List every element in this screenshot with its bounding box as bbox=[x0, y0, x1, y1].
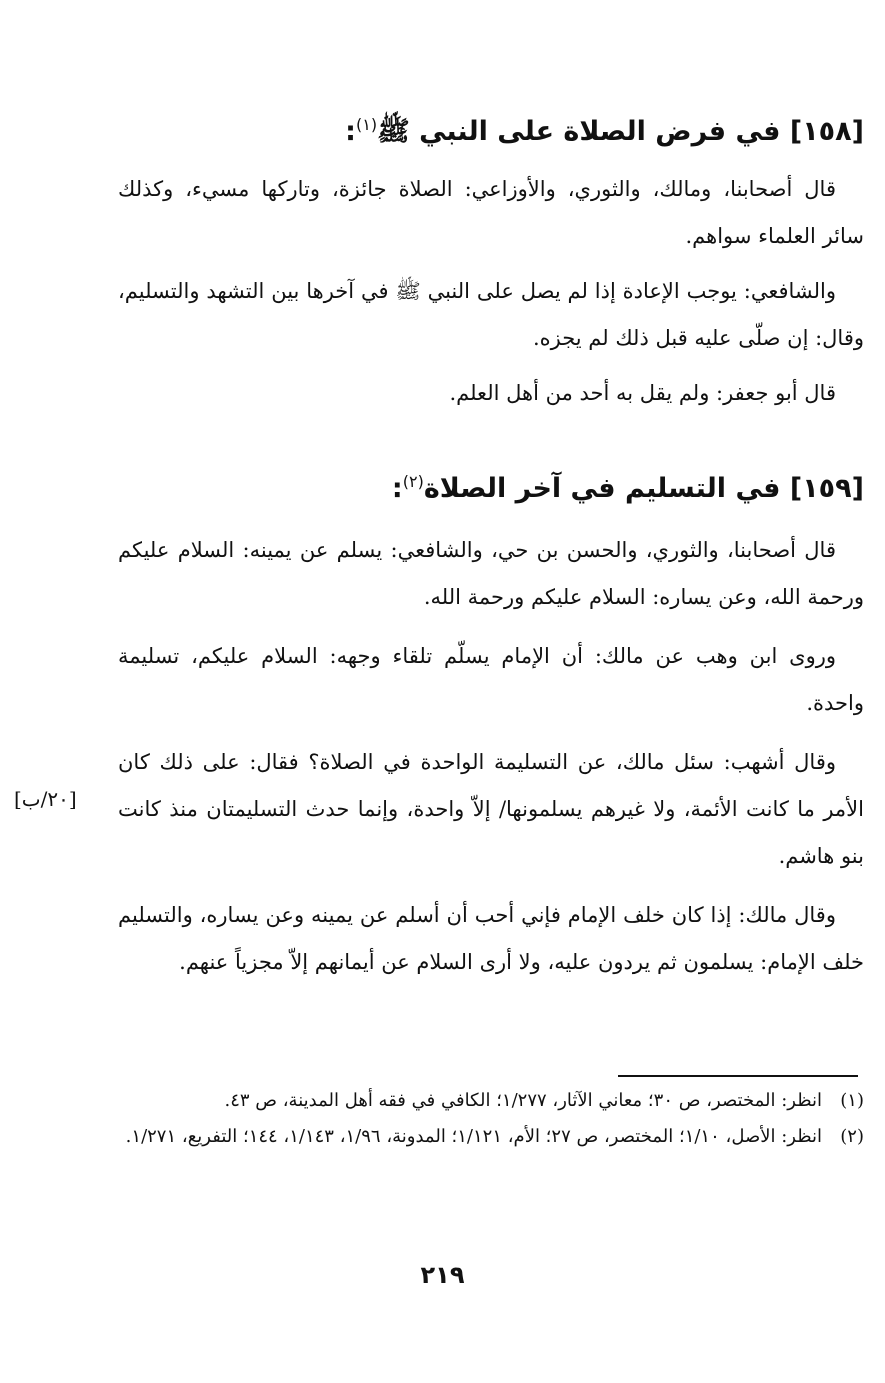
section-heading-159-text: [١٥٩] في التسليم في آخر الصلاة bbox=[423, 473, 864, 504]
paragraph-158-1: قال أصحابنا، ومالك، والثوري، والأوزاعي: الصلاة جائزة، وتاركها مسيء، وكذلك سائر العلماء سواهم. bbox=[118, 177, 864, 248]
section-heading-159 bbox=[118, 462, 864, 509]
paragraph-159-3: وقال أشهب: سئل مالك، عن التسليمة الواحدة في الصلاة؟ فقال: على ذلك كان الأمر ما كانت الأئمة، ولا غيرهم يسلمونها/ إلاّ واحدة، وإنما حدث التسليمتان منذ كانت بنو هاشم. bbox=[118, 750, 864, 868]
paragraph-158-3: قال أبو جعفر: ولم يقل به أحد من أهل العلم. bbox=[449, 381, 836, 405]
manuscript-folio-marker: [٢٠/ب] bbox=[14, 787, 77, 811]
footnote-1-text: انظر: المختصر، ص ٣٠؛ معاني الآثار، ١/٢٧٧؛ الكافي في فقه أهل المدينة، ص ٤٣. bbox=[224, 1090, 822, 1111]
footnote-1 bbox=[118, 1085, 864, 1117]
footnote-ref-1[interactable]: (١) bbox=[355, 115, 378, 134]
section-heading-158 bbox=[118, 105, 864, 152]
paragraph-159-1: قال أصحابنا، والثوري، والحسن بن حي، والشافعي: يسلم عن يمينه: السلام عليكم ورحمة الله، وعن يساره: السلام عليكم ورحمة الله. bbox=[118, 538, 864, 609]
paragraph-159-2: وروى ابن وهب عن مالك: أن الإمام يسلّم تلقاء وجهه: السلام عليكم، تسليمة واحدة. bbox=[118, 644, 864, 715]
footnote-1-number: (١) bbox=[840, 1090, 864, 1111]
page-number: ٢١٩ bbox=[420, 1261, 465, 1289]
footnotes bbox=[118, 1085, 864, 1157]
section-heading-158-text: [١٥٨] في فرض الصلاة على النبي ﷺ bbox=[377, 116, 864, 147]
footnote-2-text: انظر: الأصل، ١/١٠؛ المختصر، ص ٢٧؛ الأم، ١/١٢١؛ المدونة، ١/٩٦، ١/١٤٣، ١٤٤؛ التفريع، ١/٢٧١. bbox=[125, 1126, 822, 1147]
footnote-2-number: (٢) bbox=[840, 1126, 864, 1147]
footnote-2 bbox=[118, 1121, 864, 1153]
paragraph-158-2: والشافعي: يوجب الإعادة إذا لم يصل على النبي ﷺ في آخرها بين التشهد والتسليم، وقال: إن صلّى عليه قبل ذلك لم يجزه. bbox=[118, 279, 864, 350]
paragraph-159-4: وقال مالك: إذا كان خلف الإمام فإني أحب أن أسلم عن يمينه وعن يساره، والتسليم خلف الإمام: يسلمون ثم يردون عليه، ولا أرى السلام عن أيمانهم إلاّ مجزياً عنهم. bbox=[118, 903, 864, 974]
section-heading-159-colon: : bbox=[391, 473, 403, 504]
footnote-separator bbox=[618, 1075, 858, 1077]
footnote-ref-2[interactable]: (٢) bbox=[402, 472, 424, 491]
section-heading-158-colon: : bbox=[345, 116, 356, 147]
section-158-body bbox=[118, 166, 864, 417]
section-159-body bbox=[118, 527, 864, 986]
